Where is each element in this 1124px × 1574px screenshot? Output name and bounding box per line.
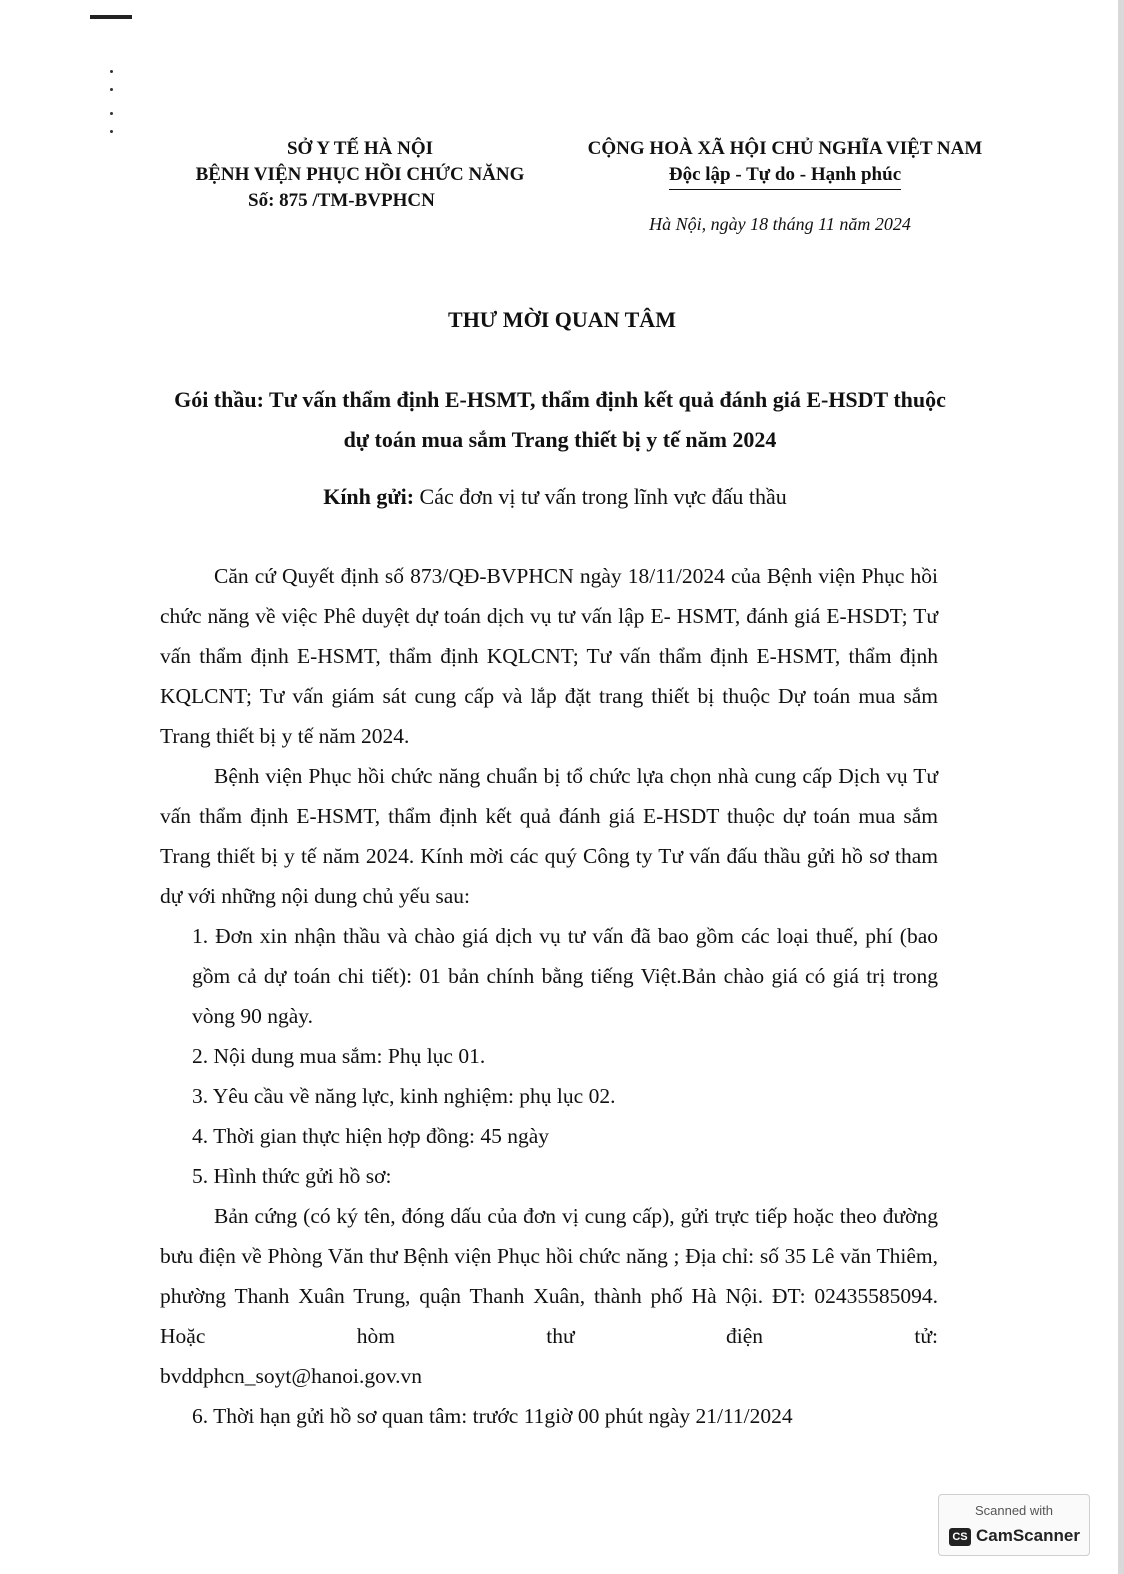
- issuer-block: [150, 136, 570, 214]
- national-heading: [555, 136, 1015, 190]
- camscanner-watermark: [938, 1494, 1090, 1556]
- list-item: 5. Hình thức gửi hồ sơ:: [192, 1164, 392, 1188]
- republic-name: CỘNG HOÀ XÃ HỘI CHỦ NGHĨA VIỆT NAM: [587, 138, 983, 159]
- paragraph-basis: Căn cứ Quyết định số 873/QĐ-BVPHCN ngày 18/11/2024 của Bệnh viện Phục hồi chức năng về việc Phê duyệt dự toán dịch vụ tư vấn lập E- HSMT, đánh giá E-HSDT; Tư vấn thẩm định E-HSMT, thẩm định KQLCNT; Tư vấn thẩm định E-HSMT, thẩm định KQLCNT; Tư vấn giám sát cung cấp và lắp đặt trang thiết bị thuộc Dự toán mua sắm Trang thiết bị y tế năm 2024.: [160, 564, 938, 748]
- punch-marks: [110, 70, 116, 140]
- list-item: 2. Nội dung mua sắm: Phụ lục 01.: [192, 1044, 486, 1068]
- submission-details: Bản cứng (có ký tên, đóng dấu của đơn vị cung cấp), gửi trực tiếp hoặc theo đường bưu điện về Phòng Văn thư Bệnh viện Phục hồi chức năng ; Địa chỉ: số 35 Lê văn Thiêm, phường Thanh Xuân Trung, quận Thanh Xuân, thành phố Hà Nội. ĐT: 02435585094. Hoặc hòm thư điện tử:: [160, 1204, 938, 1348]
- dateline: Hà Nội, ngày 18 tháng 11 năm 2024: [649, 214, 911, 234]
- email-address: bvddphcn_soyt@hanoi.gov.vn: [160, 1364, 423, 1388]
- camscanner-logo-icon: CS: [949, 1528, 971, 1546]
- scan-mark: [90, 15, 132, 19]
- document-number: Số: 875 /TM-BVPHCN: [248, 190, 435, 211]
- agency-name: SỞ Y TẾ HÀ NỘI: [286, 138, 434, 159]
- list-item: 3. Yêu cầu về năng lực, kinh nghiệm: phụ lục 02.: [192, 1084, 616, 1108]
- scan-edge: [1118, 0, 1124, 1574]
- letter-body: [160, 556, 938, 1436]
- greeting-label: Kính gửi:: [323, 484, 415, 509]
- hospital-name: BỆNH VIỆN PHỤC HỒI CHỨC NĂNG: [195, 164, 525, 185]
- greeting-recipients: Các đơn vị tư vấn trong lĩnh vực đấu thầu: [414, 484, 787, 509]
- greeting: [0, 484, 1110, 510]
- list-item: 1. Đơn xin nhận thầu và chào giá dịch vụ tư vấn đã bao gồm các loại thuế, phí (bao gồm cả dự toán chi tiết): 01 bản chính bằng tiếng Việt.Bản chào giá có giá trị trong vòng 90 ngày.: [192, 924, 938, 1028]
- subject-line: Gói thầu: Tư vấn thẩm định E-HSMT, thẩm định kết quả đánh giá E-HSDT thuộc dự toán mua sắm Trang thiết bị y tế năm 2024: [174, 387, 946, 452]
- watermark-caption: Scanned with: [974, 1503, 1054, 1518]
- document-title: THƯ MỜI QUAN TÂM: [448, 307, 676, 332]
- list-item: 6. Thời hạn gửi hồ sơ quan tâm: trước 11giờ 00 phút ngày 21/11/2024: [192, 1404, 793, 1428]
- list-item: 4. Thời gian thực hiện hợp đồng: 45 ngày: [192, 1124, 550, 1148]
- national-motto: Độc lập - Tự do - Hạnh phúc: [669, 162, 901, 190]
- paragraph-invitation: Bệnh viện Phục hồi chức năng chuẩn bị tổ chức lựa chọn nhà cung cấp Dịch vụ Tư vấn thẩm định E-HSMT, thẩm định kết quả đánh giá E-HSDT thuộc dự toán mua sắm Trang thiết bị y tế năm 2024. Kính mời các quý Công ty Tư vấn đấu thầu gửi hồ sơ tham dự với những nội dung chủ yếu sau:: [160, 764, 938, 908]
- watermark-brand: CamScanner: [976, 1526, 1080, 1545]
